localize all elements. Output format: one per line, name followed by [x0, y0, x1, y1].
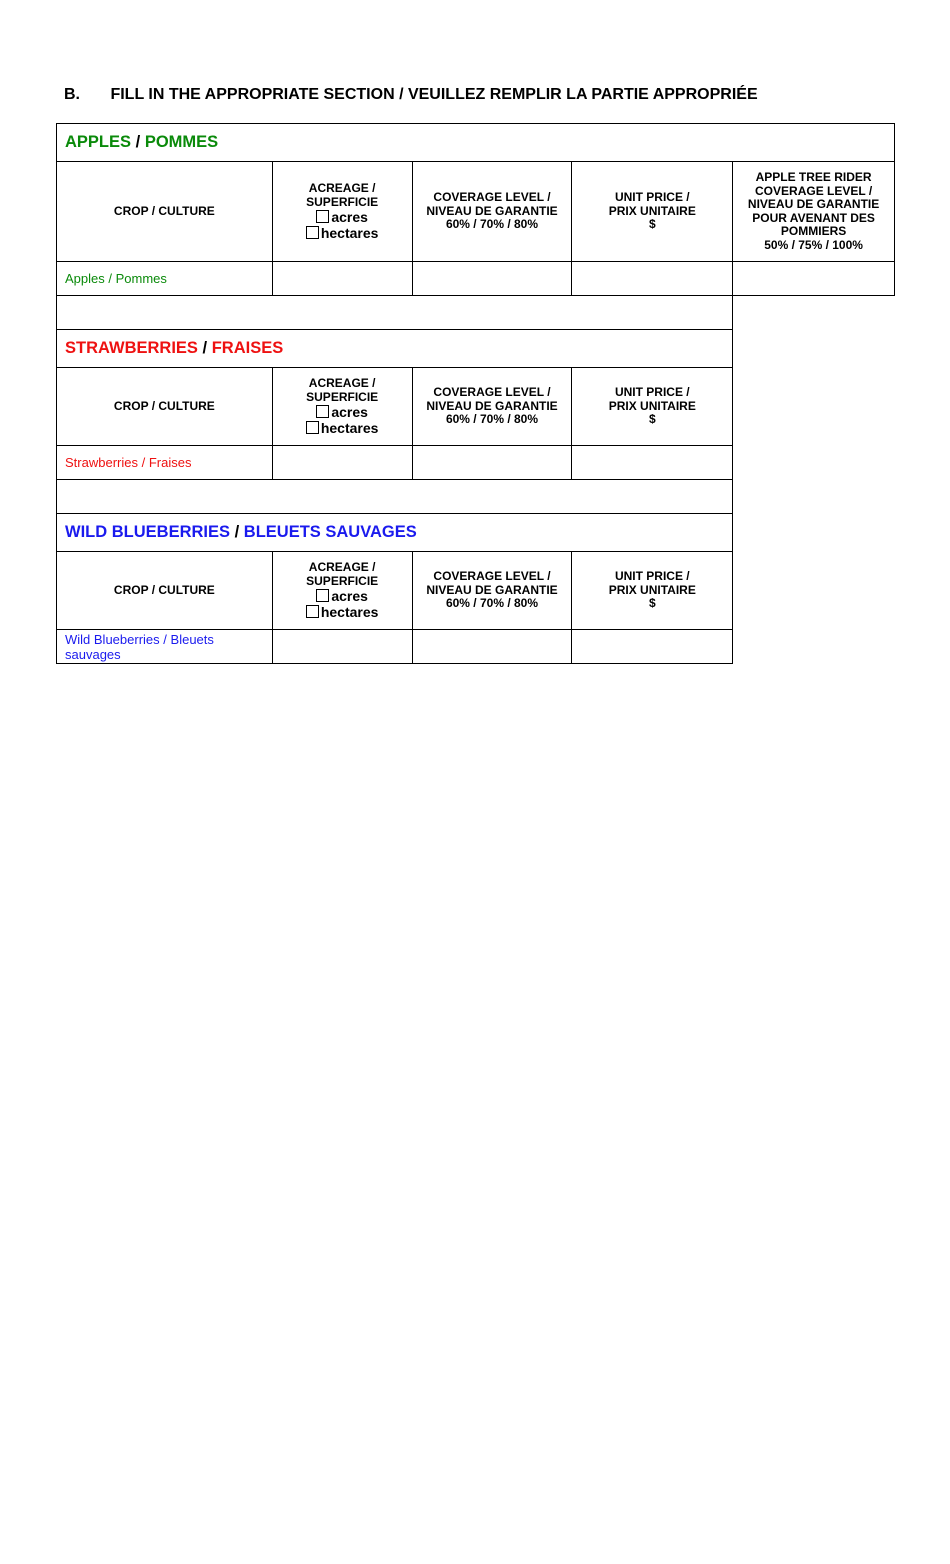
section-heading	[64, 86, 758, 104]
strawberries-coverage-field[interactable]	[412, 446, 572, 480]
apples-unit-price-header: UNIT PRICE / PRIX UNITAIRE $	[572, 162, 733, 262]
apples-unit-price-field[interactable]	[572, 262, 733, 296]
strawberries-section-title: STRAWBERRIES / FRAISES	[57, 330, 733, 368]
crop-table	[56, 123, 895, 664]
blueberries-coverage-header: COVERAGE LEVEL / NIVEAU DE GARANTIE 60% / 70% / 80%	[412, 552, 572, 630]
hectares-checkbox[interactable]	[306, 226, 319, 239]
apples-coverage-header: COVERAGE LEVEL / NIVEAU DE GARANTIE 60% / 70% / 80%	[412, 162, 572, 262]
blueberries-crop-header: CROP / CULTURE	[57, 552, 273, 630]
spacer-row	[57, 296, 733, 330]
blueberries-acreage-field[interactable]	[272, 630, 412, 664]
blueberries-section-title: WILD BLUEBERRIES / BLEUETS SAUVAGES	[57, 514, 733, 552]
apples-crop-cell: Apples / Pommes	[57, 262, 273, 296]
blueberries-unit-price-header: UNIT PRICE / PRIX UNITAIRE $	[572, 552, 733, 630]
hectares-checkbox[interactable]	[306, 421, 319, 434]
strawberries-acreage-header: ACREAGE / SUPERFICIE acres hectares	[272, 368, 412, 446]
crop-form	[56, 123, 895, 664]
acres-checkbox[interactable]	[316, 405, 329, 418]
strawberries-crop-header: CROP / CULTURE	[57, 368, 273, 446]
apples-crop-header: CROP / CULTURE	[57, 162, 273, 262]
blueberries-coverage-field[interactable]	[412, 630, 572, 664]
apples-coverage-field[interactable]	[412, 262, 572, 296]
acres-checkbox[interactable]	[316, 589, 329, 602]
apples-acreage-field[interactable]	[272, 262, 412, 296]
section-heading-text: FILL IN THE APPROPRIATE SECTION / VEUILLEZ REMPLIR LA PARTIE APPROPRIÉE	[110, 86, 758, 103]
strawberries-unit-price-field[interactable]	[572, 446, 733, 480]
section-letter: B.	[64, 86, 80, 103]
strawberries-coverage-header: COVERAGE LEVEL / NIVEAU DE GARANTIE 60% / 70% / 80%	[412, 368, 572, 446]
hectares-checkbox[interactable]	[306, 605, 319, 618]
blueberries-unit-price-field[interactable]	[572, 630, 733, 664]
blueberries-acreage-header: ACREAGE / SUPERFICIE acres hectares	[272, 552, 412, 630]
blueberries-crop-cell: Wild Blueberries / Bleuets sauvages	[57, 630, 273, 664]
apples-rider-field[interactable]	[733, 262, 895, 296]
strawberries-unit-price-header: UNIT PRICE / PRIX UNITAIRE $	[572, 368, 733, 446]
strawberries-crop-cell: Strawberries / Fraises	[57, 446, 273, 480]
spacer-row	[57, 480, 733, 514]
apples-section-title: APPLES / POMMES	[57, 124, 895, 162]
apples-rider-header: APPLE TREE RIDER COVERAGE LEVEL / NIVEAU DE GARANTIE POUR AVENANT DES POMMIERS 50% / 75% / 100%	[733, 162, 895, 262]
apples-acreage-header: ACREAGE / SUPERFICIE acres hectares	[272, 162, 412, 262]
acres-checkbox[interactable]	[316, 210, 329, 223]
strawberries-acreage-field[interactable]	[272, 446, 412, 480]
